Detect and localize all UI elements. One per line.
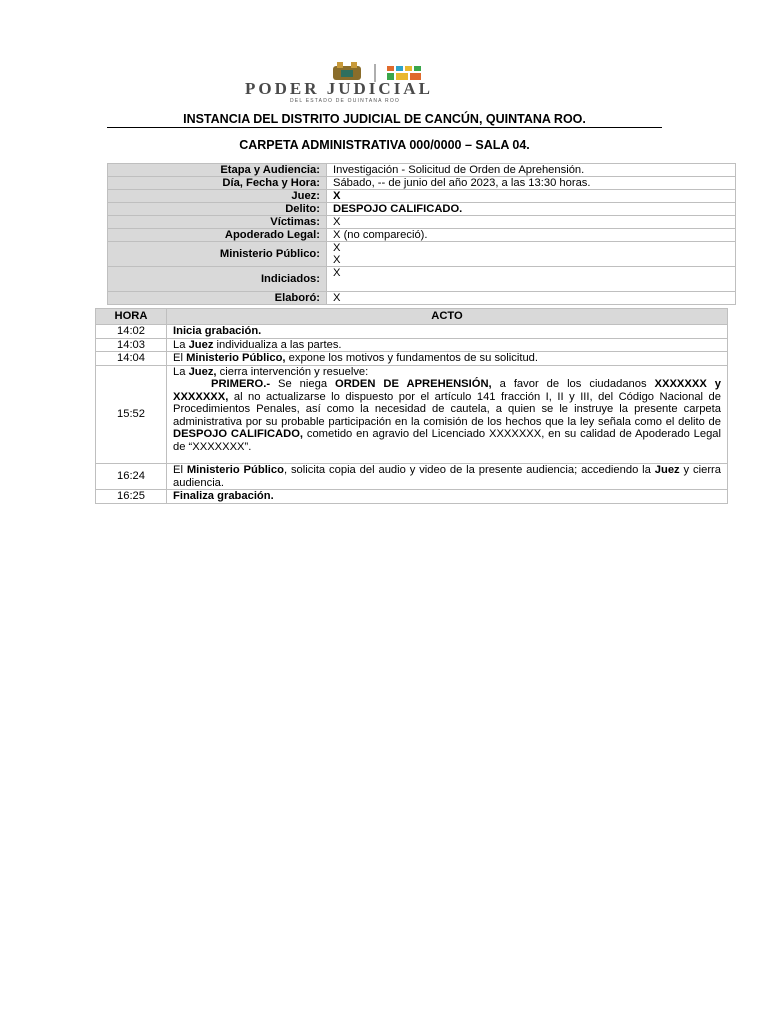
act-text — [167, 490, 728, 504]
info-value: X — [327, 216, 736, 229]
acts-header-row — [96, 309, 728, 325]
act-time: 14:03 — [96, 338, 167, 352]
info-label: Ministerio Público: — [108, 242, 327, 267]
act-bold: Ministerio Público — [186, 464, 284, 476]
info-label: Día, Fecha y Hora: — [108, 177, 327, 190]
info-label: Víctimas: — [108, 216, 327, 229]
act-plain: La — [173, 365, 189, 378]
act-bold: XXXXXXX y XXXXXXX, — [173, 378, 721, 403]
info-value-multi — [327, 242, 736, 267]
resolution-intro — [173, 366, 721, 379]
title-divider — [107, 127, 662, 128]
hearing-info-table — [107, 163, 736, 305]
act-bold: PRIMERO.- — [211, 378, 271, 390]
info-label: Etapa y Audiencia: — [108, 164, 327, 177]
act-plain: cierra intervención y resuelve: — [216, 365, 369, 378]
info-label: Apoderado Legal: — [108, 229, 327, 242]
info-row-apoderado — [108, 229, 736, 242]
info-value: X — [327, 190, 736, 203]
logo-main-text: PODER JUDICIAL — [245, 79, 433, 98]
act-bold: Juez — [654, 464, 680, 476]
act-bold: Ministerio Público, — [186, 352, 286, 364]
poder-judicial-logo — [215, 52, 555, 102]
table-row — [96, 464, 728, 490]
info-value: X — [327, 292, 736, 305]
info-row-juez — [108, 190, 736, 203]
table-row — [96, 352, 728, 366]
act-bold: Juez — [188, 338, 214, 351]
act-plain: , solicita copia del audio y video de la presente audiencia; accediendo la — [283, 464, 655, 476]
info-label: Juez: — [108, 190, 327, 203]
document-title: INSTANCIA DEL DISTRITO JUDICIAL DE CANCÚN, QUINTANA ROO. — [183, 112, 586, 126]
table-row — [96, 338, 728, 352]
table-row — [96, 490, 728, 504]
table-row — [96, 365, 728, 464]
act-plain: expone los motivos y fundamentos de su solicitud. — [285, 352, 538, 364]
info-value: Investigación - Solicitud de Orden de Aprehensión. — [327, 164, 736, 177]
info-value: X — [333, 254, 341, 266]
act-plain: El — [173, 352, 187, 364]
column-header-acto: ACTO — [167, 309, 728, 325]
info-row-ministerio — [108, 242, 736, 267]
act-text — [167, 464, 728, 490]
act-text — [167, 338, 728, 352]
act-plain: al no actualizarse lo dispuesto por el artículo 141 fracción I, II y III, del Código Nacional de Procedimientos Penales, así como la necesidad de cautela, a quien se le instruye la presente carpeta administrativa por su probable participación en la comisión de los hechos que la ley señala como el delito de — [173, 390, 721, 428]
act-text — [167, 352, 728, 366]
info-label: Indiciados: — [108, 267, 327, 292]
act-plain: individualiza a las partes. — [213, 338, 342, 351]
act-plain: a favor de los ciudadanos — [491, 378, 655, 390]
act-time: 16:24 — [96, 464, 167, 490]
info-row-indiciados — [108, 267, 736, 292]
info-row-etapa — [108, 164, 736, 177]
table-row — [96, 325, 728, 339]
act-plain: y cierra audiencia. — [173, 464, 721, 489]
act-bold: Juez, — [188, 365, 217, 378]
act-bold: DESPOJO CALIFICADO, — [173, 428, 304, 440]
info-label: Delito: — [108, 203, 327, 216]
info-value: DESPOJO CALIFICADO. — [327, 203, 736, 216]
info-label: Elaboró: — [108, 292, 327, 305]
info-row-elaboro — [108, 292, 736, 305]
act-time: 14:04 — [96, 352, 167, 366]
column-header-hora: HORA — [96, 309, 167, 325]
info-row-delito — [108, 203, 736, 216]
act-text — [167, 365, 728, 464]
acts-table — [95, 308, 728, 504]
case-number-heading: CARPETA ADMINISTRATIVA 000/0000 – SALA 04. — [239, 138, 530, 152]
info-row-fecha — [108, 177, 736, 190]
act-plain: Se niega — [270, 378, 336, 390]
info-row-victimas — [108, 216, 736, 229]
act-time: 15:52 — [96, 365, 167, 464]
act-bold: Inicia grabación. — [173, 325, 262, 337]
act-bold: Finaliza grabación. — [173, 490, 274, 502]
info-value: Sábado, -- de junio del año 2023, a las 13:30 horas. — [327, 177, 736, 190]
info-value: X — [333, 242, 341, 254]
info-value: X (no compareció). — [327, 229, 736, 242]
act-plain: cometido en agravio del Licenciado XXXXXXX, en su calidad de Apoderado Legal de “XXXXXXX”. — [173, 428, 722, 453]
emblem-icon — [387, 66, 394, 71]
act-plain: El — [173, 464, 187, 476]
info-value: X — [327, 267, 736, 292]
act-time: 16:25 — [96, 490, 167, 504]
act-plain: La — [173, 338, 189, 351]
logo-sub-text: DEL ESTADO DE QUINTANA ROO — [290, 98, 401, 102]
act-bold: ORDEN DE APREHENSIÓN, — [335, 378, 492, 390]
resolution-body — [173, 378, 721, 453]
act-text — [167, 325, 728, 339]
act-time: 14:02 — [96, 325, 167, 339]
logo-graphic — [215, 52, 555, 102]
